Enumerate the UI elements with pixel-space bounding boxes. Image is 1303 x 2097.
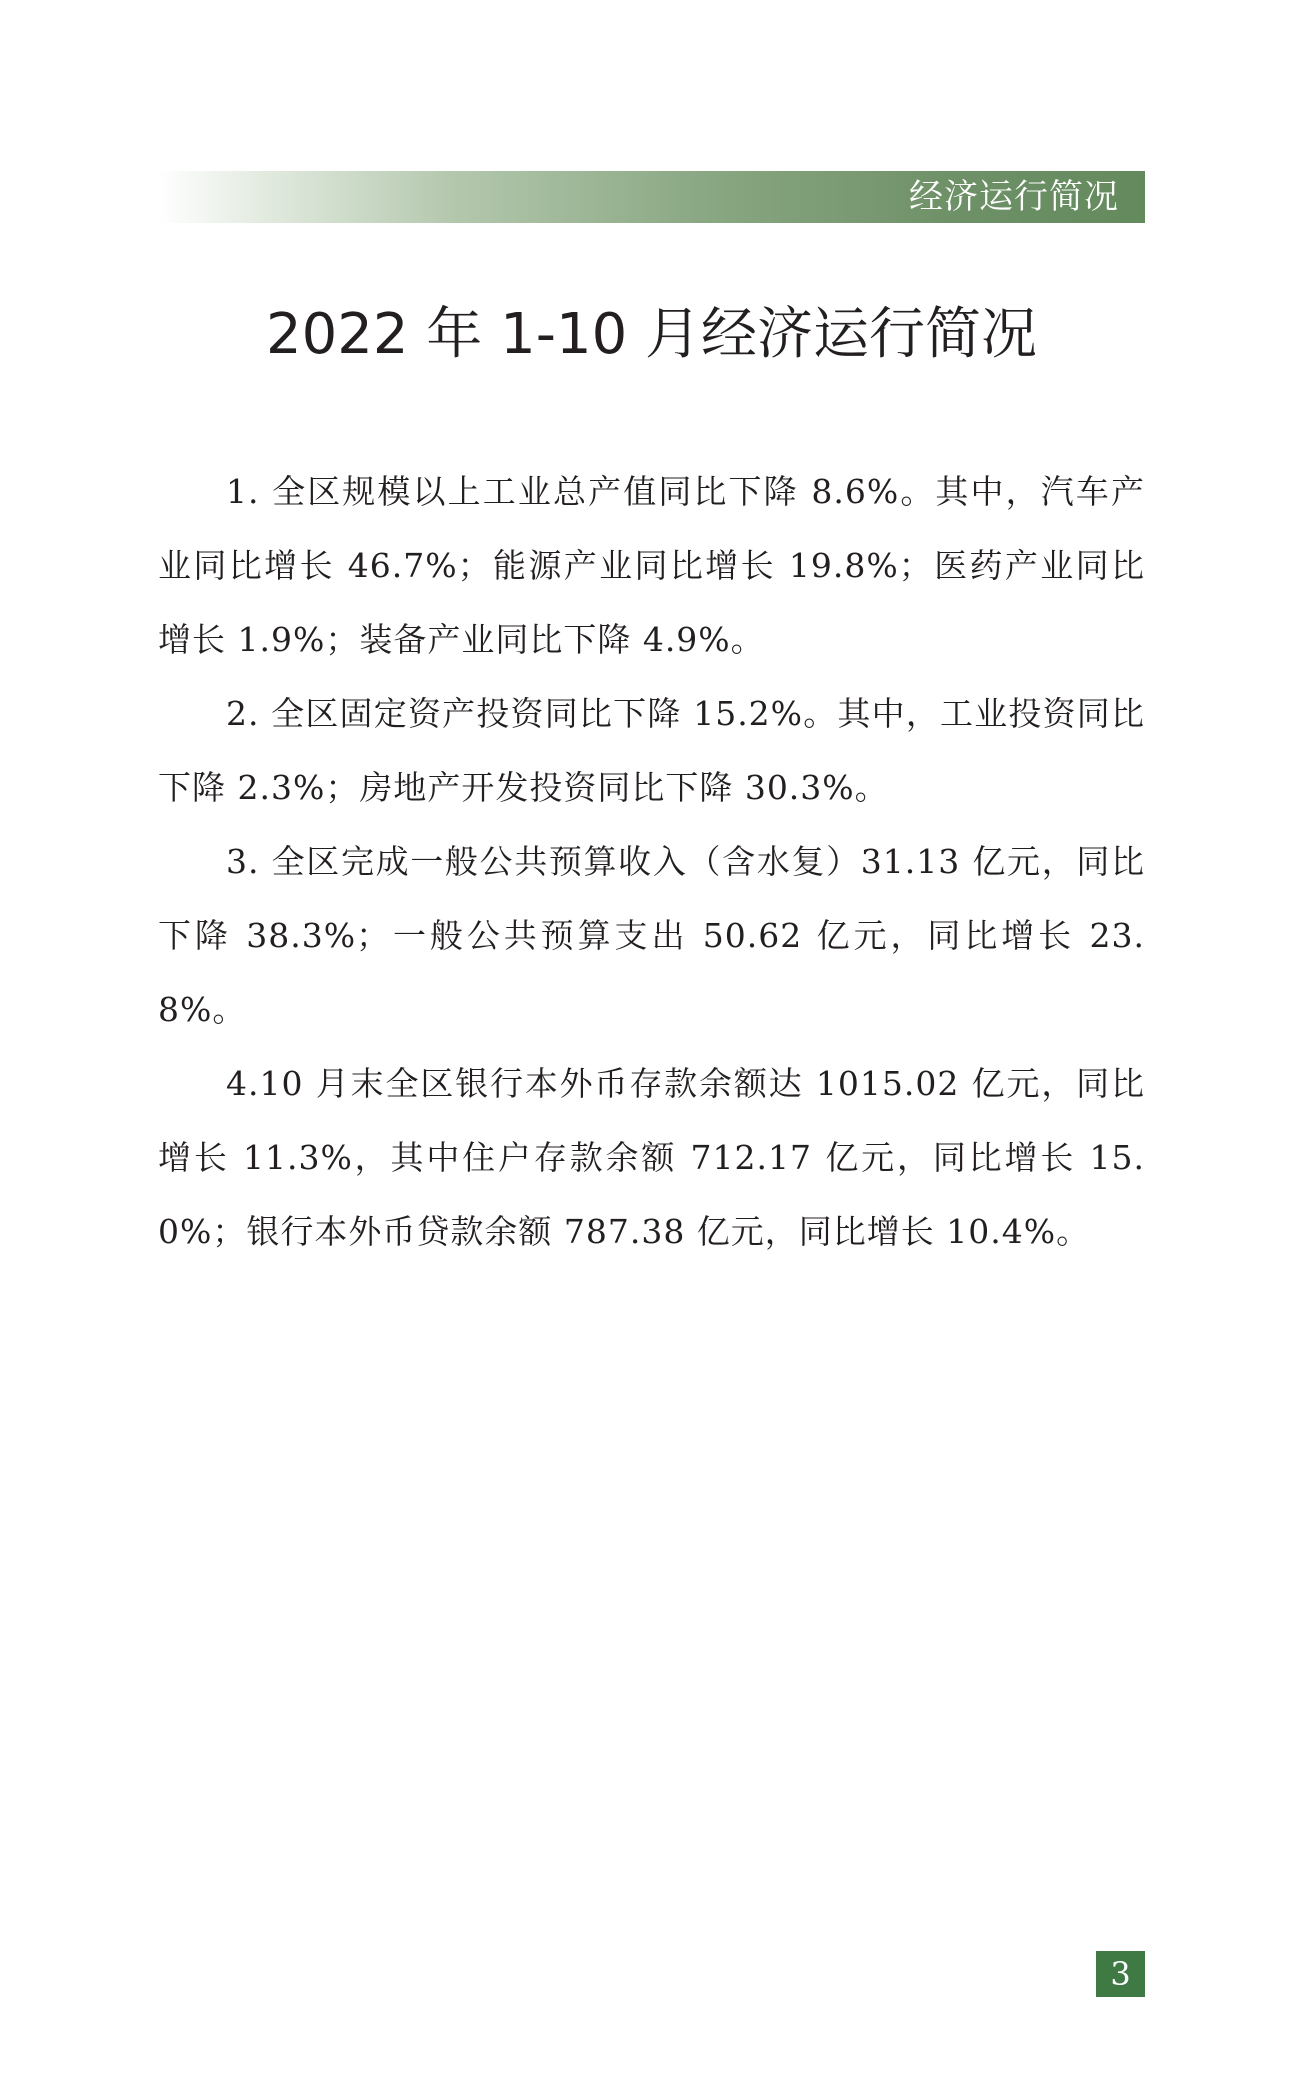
section-header-bar [158,171,1145,223]
document-body [158,455,1145,1269]
page-title: 2022 年 1-10 月经济运行简况 [265,302,1037,367]
paragraph-investment: 2. 全区固定资产投资同比下降 15.2%。其中，工业投资同比下降 2.3%；房地产开发投资同比下降 30.3%。 [158,694,1145,807]
section-header-title: 经济运行简况 [909,177,1119,217]
paragraph-deposits-loans: 4.10 月末全区银行本外币存款余额达 1015.02 亿元，同比增长 11.3%，其中住户存款余额 712.17 亿元，同比增长 15.0%；银行本外币贷款余额 787.38 亿元，同比增长 10.4%。 [158,1064,1145,1251]
paragraph-industry: 1. 全区规模以上工业总产值同比下降 8.6%。其中，汽车产业同比增长 46.7%；能源产业同比增长 19.8%；医药产业同比增长 1.9%；装备产业同比下降 4.9%。 [158,472,1145,659]
page-number: 3 [1096,1951,1145,1997]
paragraph-budget: 3. 全区完成一般公共预算收入（含水复）31.13 亿元，同比下降 38.3%；一般公共预算支出 50.62 亿元，同比增长 23.8%。 [158,842,1145,1029]
